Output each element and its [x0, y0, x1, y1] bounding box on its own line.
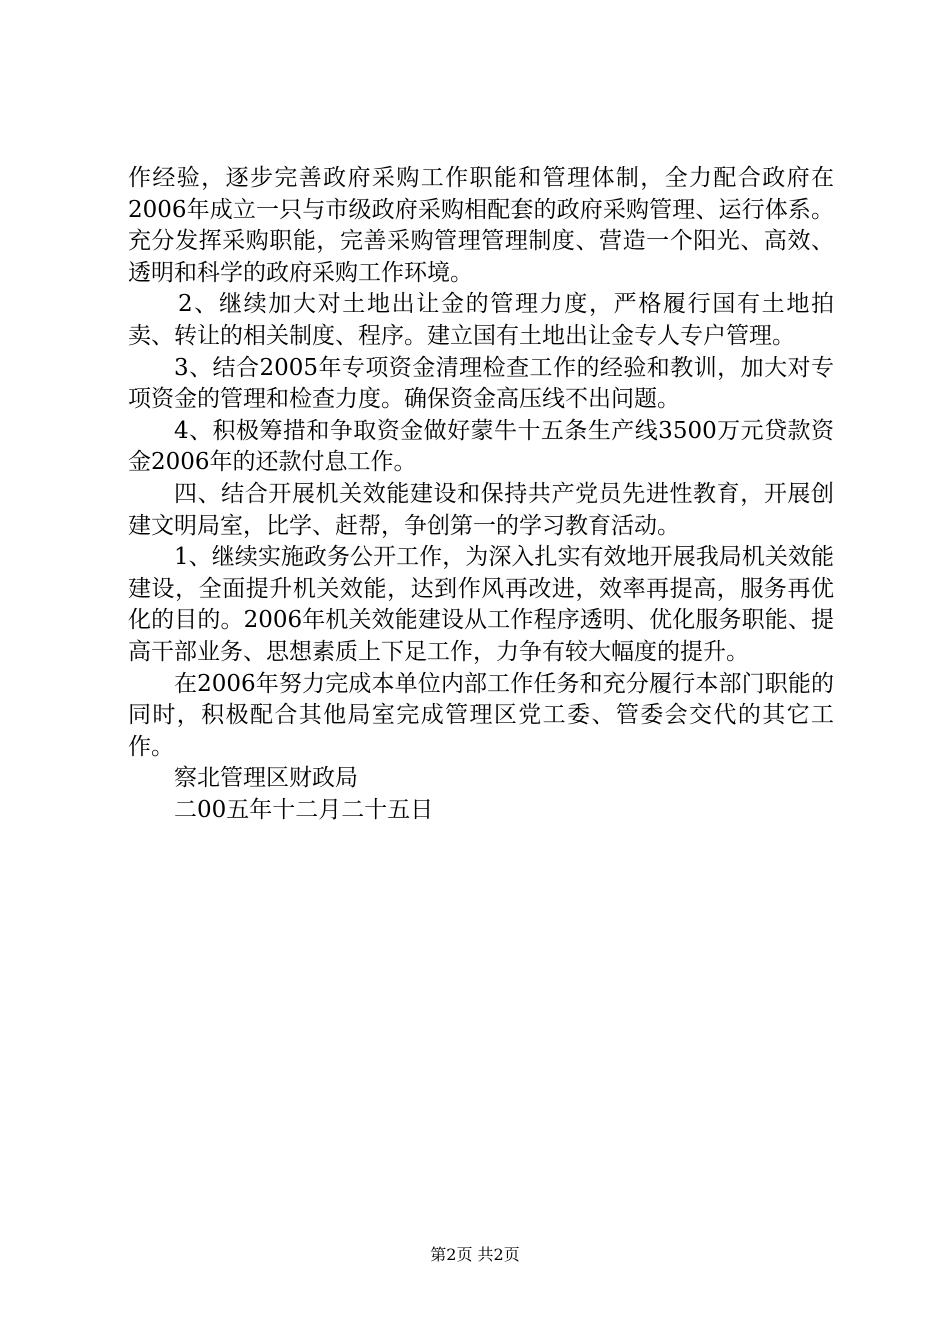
paragraph-special-fund: 3、结合2005年专项资金清理检查工作的经验和教训，加大对专项资金的管理和检查力度。确保资金高压线不出问题。 — [128, 354, 834, 413]
paragraph-loan-repayment: 4、积极筹措和争取资金做好蒙牛十五条生产线3500万元贷款资金2006年的还款付息工作。 — [128, 417, 834, 476]
paragraph-continuation: 作经验，逐步完善政府采购工作职能和管理体制，全力配合政府在2006年成立一只与市级政府采购相配套的政府采购管理、运行体系。充分发挥采购职能，完善采购管理管理制度、营造一个阳光、高效、透明和科学的政府采购工作环境。 — [128, 165, 834, 286]
paragraph-closing: 在2006年努力完成本单位内部工作任务和充分履行本部门职能的同时，积极配合其他局室完成管理区党工委、管委会交代的其它工作。 — [128, 670, 834, 760]
paragraph-section-four: 四、结合开展机关效能建设和保持共产党员先进性教育，开展创建文明局室，比学、赶帮，争创第一的学习教育活动。 — [128, 480, 834, 539]
document-body — [128, 163, 834, 826]
paragraph-government-affairs: 1、继续实施政务公开工作，为深入扎实有效地开展我局机关效能建设，全面提升机关效能，达到作风再改进，效率再提高，服务再优化的目的。2006年机关效能建设从工作程序透明、优化服务职能、提高干部业务、思想素质上下足工作，力争有较大幅度的提升。 — [128, 544, 834, 665]
paragraph-land-fund: 2、继续加大对土地出让金的管理力度，严格履行国有土地拍卖、转让的相关制度、程序。建立国有土地出让金专人专户管理。 — [128, 291, 834, 349]
signature-date: 二00五年十二月二十五日 — [174, 796, 434, 823]
page-footer: 第2页 共2页 — [430, 1245, 520, 1264]
signature-organization: 察北管理区财政局 — [174, 765, 358, 792]
